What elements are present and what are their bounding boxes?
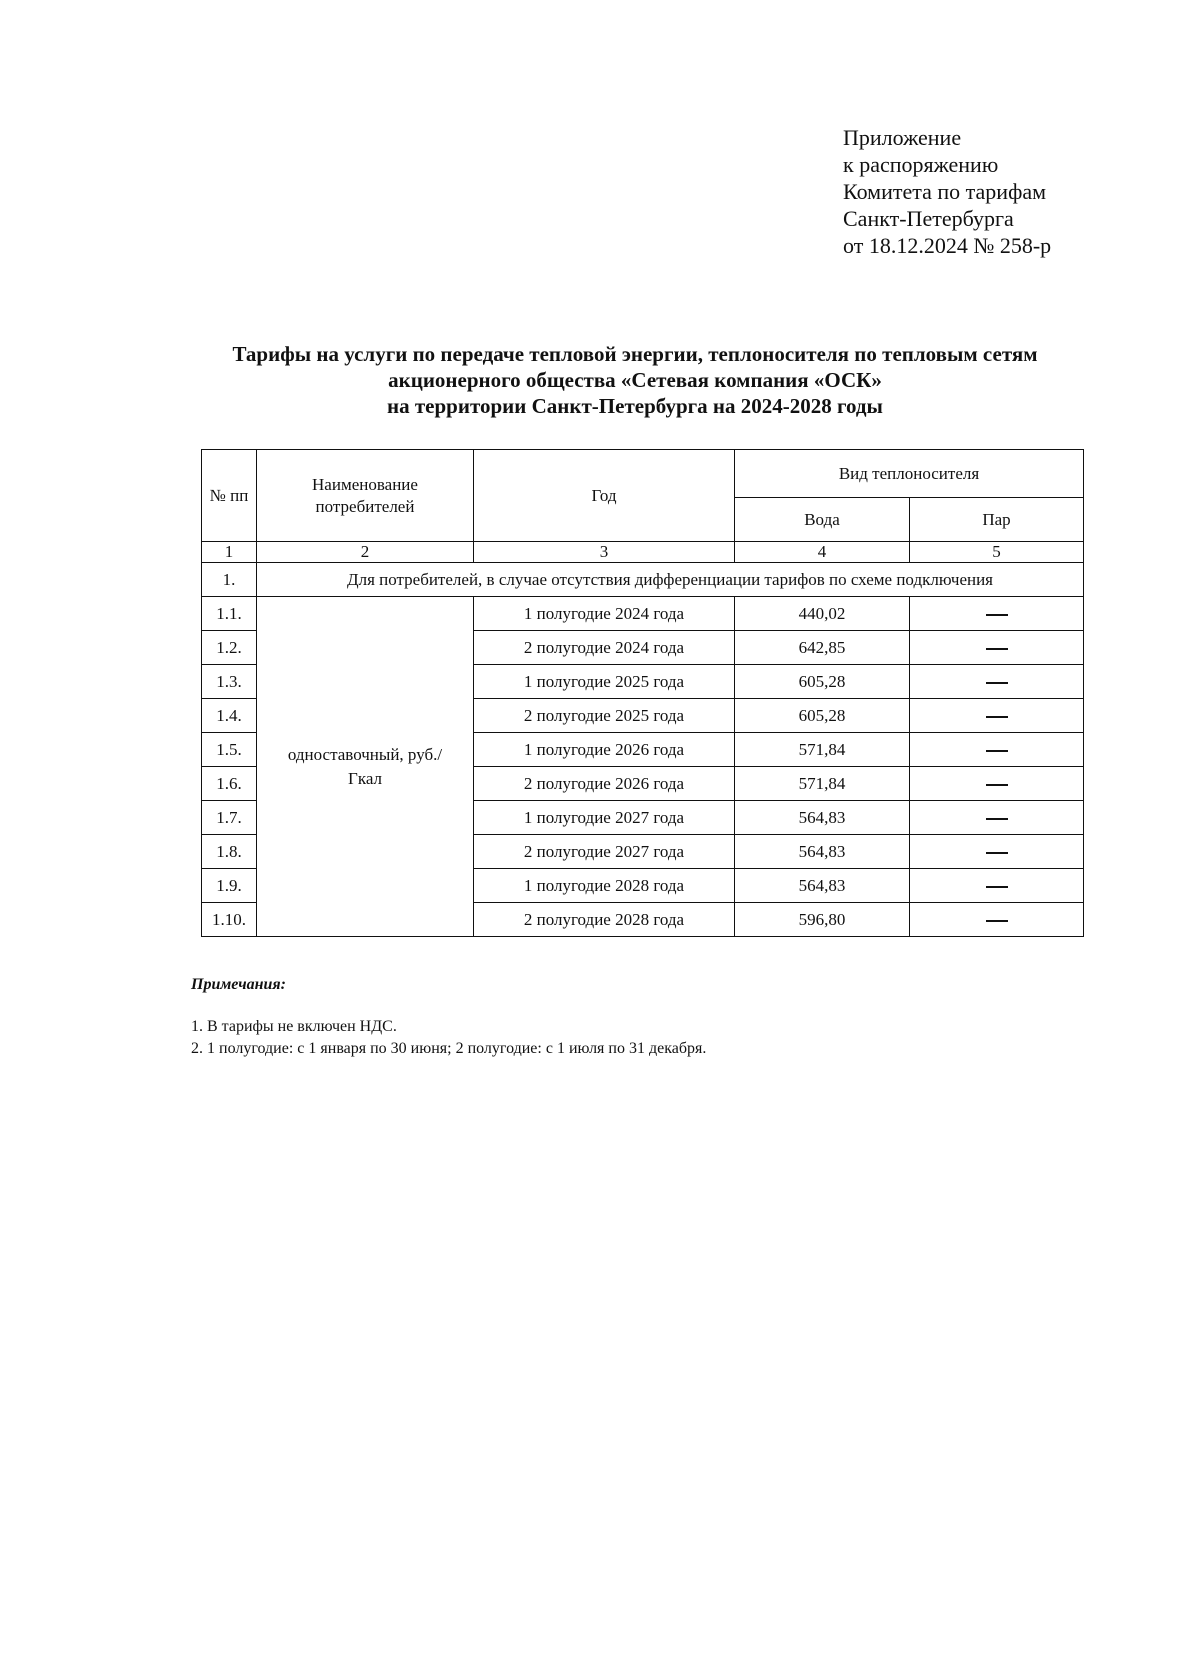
section-num: 1. <box>202 563 257 597</box>
column-number: 2 <box>257 542 474 563</box>
row-year: 1 полугодие 2027 года <box>474 801 735 835</box>
row-year: 1 полугодие 2025 года <box>474 665 735 699</box>
row-water-value: 642,85 <box>735 631 910 665</box>
notes-title: Примечания: <box>191 976 286 993</box>
row-num: 1.7. <box>202 801 257 835</box>
section-label: Для потребителей, в случае отсутствия дифференциации тарифов по схеме подключения <box>257 563 1084 597</box>
note-item: 1. В тарифы не включен НДС. <box>191 1018 397 1035</box>
header-year: Год <box>474 450 735 542</box>
column-number: 3 <box>474 542 735 563</box>
appendix-line: от 18.12.2024 № 258-р <box>843 233 1052 258</box>
title-line: акционерного общества «Сетевая компания «ОСК» <box>388 368 882 392</box>
row-steam-value <box>910 869 1084 903</box>
row-num: 1.6. <box>202 767 257 801</box>
row-steam-value <box>910 835 1084 869</box>
title-line: на территории Санкт-Петербурга на 2024-2028 годы <box>387 394 883 418</box>
row-num: 1.10. <box>202 903 257 937</box>
row-num: 1.5. <box>202 733 257 767</box>
row-steam-value <box>910 665 1084 699</box>
row-num: 1.4. <box>202 699 257 733</box>
row-steam-value <box>910 699 1084 733</box>
column-number: 1 <box>202 542 257 563</box>
note-item: 2. 1 полугодие: с 1 января по 30 июня; 2 полугодие: с 1 июля по 31 декабря. <box>191 1040 707 1057</box>
row-steam-value <box>910 631 1084 665</box>
row-year: 1 полугодие 2028 года <box>474 869 735 903</box>
appendix-line: Приложение <box>843 125 962 150</box>
column-number: 5 <box>910 542 1084 563</box>
row-year: 2 полугодие 2025 года <box>474 699 735 733</box>
row-steam-value <box>910 733 1084 767</box>
row-num: 1.9. <box>202 869 257 903</box>
column-number: 4 <box>735 542 910 563</box>
row-year: 2 полугодие 2027 года <box>474 835 735 869</box>
notes-list <box>191 1016 706 1060</box>
row-num: 1.3. <box>202 665 257 699</box>
dash-mark <box>986 750 1008 752</box>
row-water-value: 571,84 <box>735 767 910 801</box>
row-num: 1.2. <box>202 631 257 665</box>
title-line: Тарифы на услуги по передаче тепловой энергии, теплоносителя по тепловым сетям <box>232 342 1038 366</box>
appendix-line: к распоряжению <box>843 152 999 177</box>
tariffs-table <box>201 449 1084 937</box>
dash-mark <box>986 648 1008 650</box>
appendix-block <box>843 124 1051 259</box>
row-year: 1 полугодие 2024 года <box>474 597 735 631</box>
dash-mark <box>986 852 1008 854</box>
table-row <box>202 597 1084 631</box>
row-steam-value <box>910 801 1084 835</box>
row-year: 2 полугодие 2024 года <box>474 631 735 665</box>
appendix-line: Санкт-Петербурга <box>843 206 1014 231</box>
dash-mark <box>986 614 1008 616</box>
dash-mark <box>986 716 1008 718</box>
consumer-name: одноставочный, руб./Гкал <box>257 597 474 937</box>
row-steam-value <box>910 597 1084 631</box>
row-water-value: 596,80 <box>735 903 910 937</box>
document-title <box>180 341 1090 419</box>
row-year: 2 полугодие 2028 года <box>474 903 735 937</box>
header-consumer: Наименование потребителей <box>257 450 474 542</box>
dash-mark <box>986 784 1008 786</box>
row-num: 1.1. <box>202 597 257 631</box>
row-water-value: 564,83 <box>735 801 910 835</box>
row-steam-value <box>910 903 1084 937</box>
header-carrier: Вид теплоносителя <box>735 450 1084 498</box>
row-steam-value <box>910 767 1084 801</box>
row-water-value: 440,02 <box>735 597 910 631</box>
row-year: 2 полугодие 2026 года <box>474 767 735 801</box>
dash-mark <box>986 886 1008 888</box>
dash-mark <box>986 920 1008 922</box>
header-steam: Пар <box>910 498 1084 542</box>
row-year: 1 полугодие 2026 года <box>474 733 735 767</box>
row-num: 1.8. <box>202 835 257 869</box>
dash-mark <box>986 818 1008 820</box>
row-water-value: 564,83 <box>735 835 910 869</box>
dash-mark <box>986 682 1008 684</box>
row-water-value: 564,83 <box>735 869 910 903</box>
row-water-value: 605,28 <box>735 665 910 699</box>
row-water-value: 571,84 <box>735 733 910 767</box>
appendix-line: Комитета по тарифам <box>843 179 1047 204</box>
header-num: № пп <box>202 450 257 542</box>
header-water: Вода <box>735 498 910 542</box>
row-water-value: 605,28 <box>735 699 910 733</box>
